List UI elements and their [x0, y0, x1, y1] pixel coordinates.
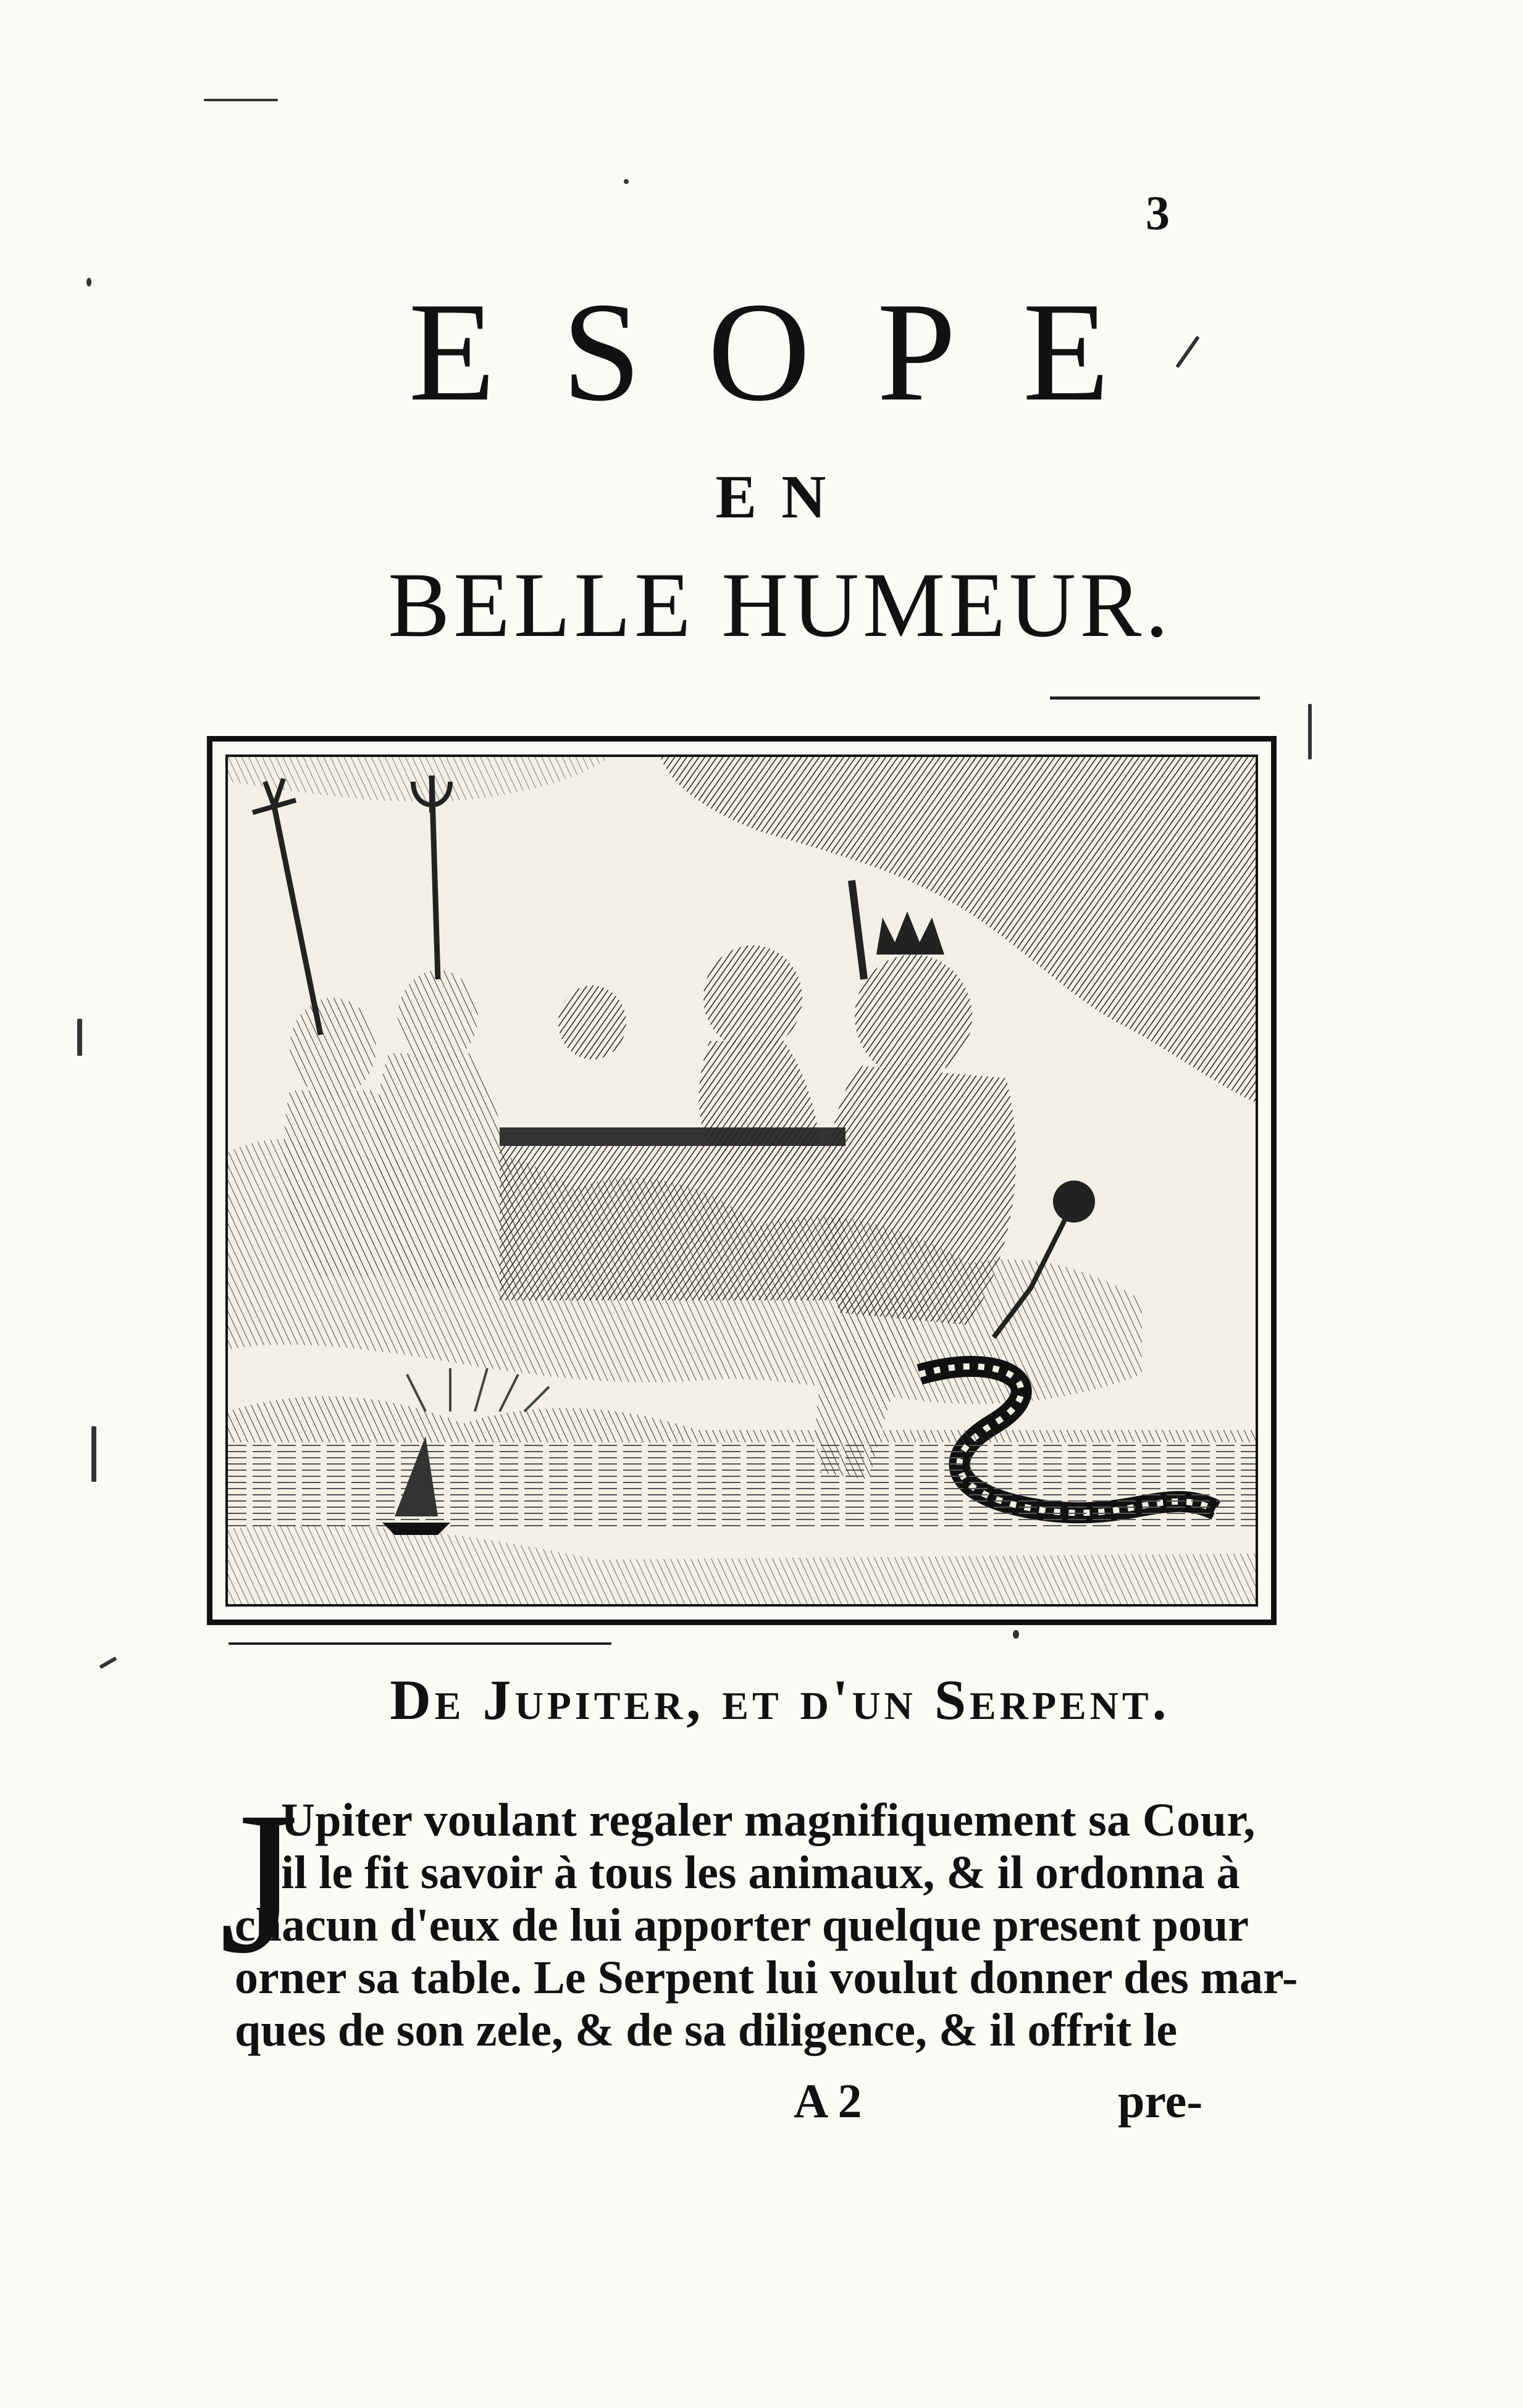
scan-speck	[204, 99, 278, 101]
text-line-3: chacun d'eux de lui apporter quelque present pour	[235, 1899, 1249, 1951]
scan-speck	[1013, 1630, 1019, 1639]
scan-speck	[86, 278, 91, 286]
bottom-rule	[229, 1642, 611, 1645]
scan-speck	[91, 1426, 96, 1482]
text-line-4: orner sa table. Le Serpent lui voulut donner des mar-	[235, 1952, 1298, 2004]
title-connector: EN	[715, 462, 851, 531]
engraving-plate	[225, 755, 1258, 1607]
book-subtitle: BELLE HUMEUR.	[388, 554, 1172, 656]
scan-speck	[1308, 704, 1312, 759]
signature-mark: A 2	[794, 2074, 862, 2128]
engraving-illustration	[228, 757, 1256, 1604]
scan-speck	[624, 179, 629, 184]
page-number: 3	[1146, 186, 1170, 240]
text-line-5: ques de son zele, & de sa diligence, & il offrit le	[235, 2004, 1178, 2056]
top-rule	[1050, 696, 1260, 700]
text-line-1: Upiter voulant regaler magnifiquement sa Cour,	[281, 1794, 1256, 1846]
scan-speck	[77, 1019, 82, 1056]
fable-title: De Jupiter, et d'un Serpent.	[390, 1668, 1170, 1731]
drop-cap: J	[219, 1770, 299, 1996]
catchword: pre-	[1118, 2074, 1203, 2128]
book-title: ESOPE	[408, 273, 1177, 430]
text-line-2: il le fit savoir à tous les animaux, & il ordonna à	[281, 1847, 1240, 1899]
